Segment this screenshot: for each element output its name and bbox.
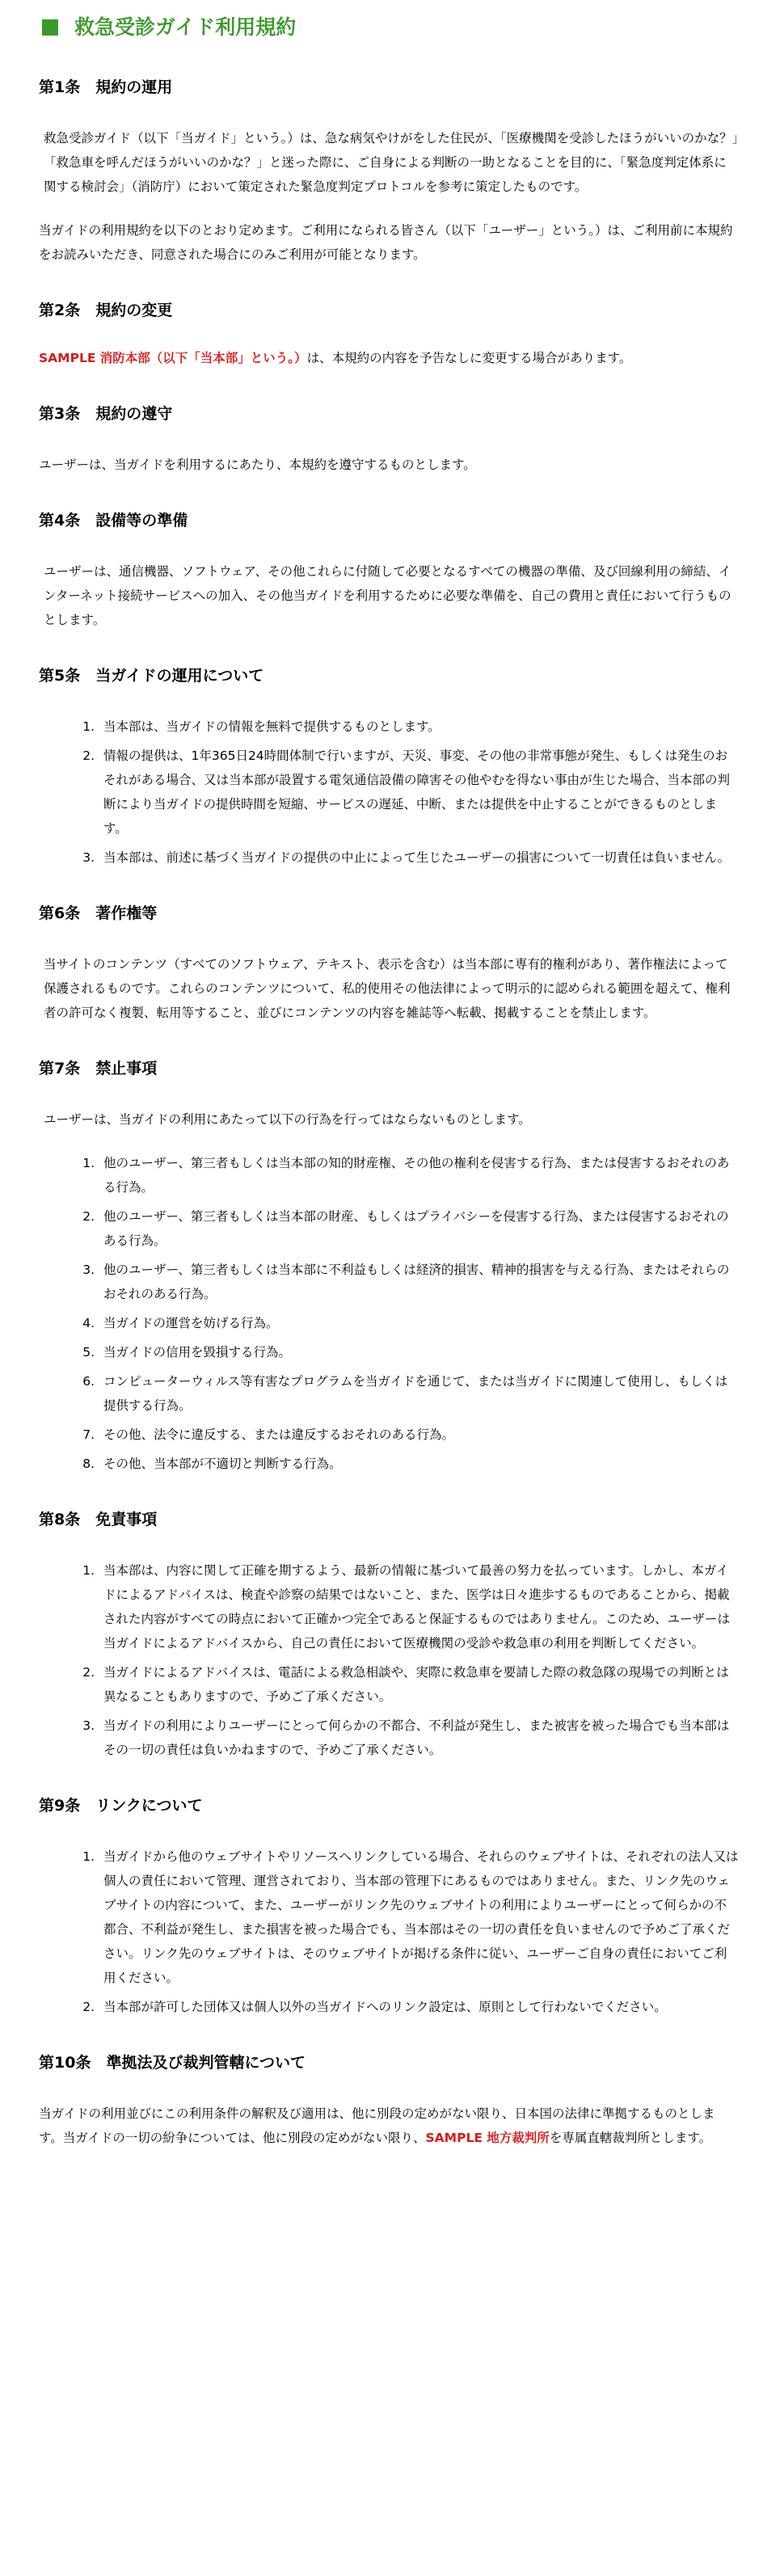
article-heading: 第7条 禁止事項 <box>39 1060 158 1077</box>
list-item: 2. 情報の提供は、1年365日24時間体制で行いますが、天災、事変、その他の非常事態が発生、もしくは発生のおそれがある場合、又は当本部が設置する電気通信設備の障害その他やむを得ない事由が生じた場合、当本部の判断により当ガイドの提供時間を短縮、サービスの遅延、中断、または提供を中止することができるものとします。 <box>99 744 739 841</box>
list-item: 7. その他、法令に違反する、または違反するおそれのある行為。 <box>99 1423 739 1447</box>
article-heading: 第5条 当ガイドの運用について <box>39 667 264 685</box>
highlight-court: SAMPLE 地方裁判所 <box>425 2131 550 2145</box>
article-list <box>39 715 739 870</box>
article-paragraph: 救急受診ガイド（以下「当ガイド」という。）は、急な病気やけがをした住民が、「医療機関を受診したほうがいいのかな？」「救急車を呼んだほうがいいのかな？」と迷った際に、ご自身による判断の一助となることを目的に、「緊急度判定体系に関する検討会」（消防庁）において策定された緊急度判定プロトコルを参考に策定したものです。 <box>44 131 739 194</box>
article-list <box>39 1151 739 1476</box>
page-title <box>39 11 739 44</box>
article-heading: 第4条 設備等の準備 <box>39 512 188 529</box>
list-item: 1. 当本部は、当ガイドの情報を無料で提供するものとします。 <box>99 715 739 739</box>
list-item: 4. 当ガイドの運営を妨げる行為。 <box>99 1311 739 1335</box>
list-item: 2. 当本部が許可した団体又は個人以外の当ガイドへのリンク設定は、原則として行わないでください。 <box>99 1995 739 2019</box>
article-6 <box>39 902 739 1025</box>
article-5 <box>39 664 739 870</box>
article-paragraph: ユーザーは、当ガイドを利用するにあたり、本規約を遵守するものとします。 <box>39 457 476 472</box>
list-item: 3. 当ガイドの利用によりユーザーにとって何らかの不都合、不利益が発生し、また被害を被った場合でも当本部はその一切の責任は負いかねますので、予めご了承ください。 <box>99 1714 739 1762</box>
article-heading: 第8条 免責事項 <box>39 1511 158 1528</box>
article-paragraph: 当ガイドの利用規約を以下のとおり定めます。ご利用になられる皆さん（以下「ユーザー」という。）は、ご利用前に本規約をお読みいただき、同意された場合にのみご利用が可能となります。 <box>39 223 733 262</box>
article-9 <box>39 1794 739 2019</box>
article-list <box>39 1845 739 2019</box>
article-list <box>39 1558 739 1762</box>
list-item: 1. 他のユーザー、第三者もしくは当本部の知的財産権、その他の権利を侵害する行為、または侵害するおそれのある行為。 <box>99 1151 739 1199</box>
article-paragraph <box>39 2102 739 2150</box>
article-heading: 第3条 規約の遵守 <box>39 405 173 423</box>
article-10 <box>39 2051 739 2150</box>
list-item: 2. 当ガイドによるアドバイスは、電話による救急相談や、実際に救急車を要請した際の救急隊の現場での判断とは異なることもありますので、予めご了承ください。 <box>99 1660 739 1709</box>
article-heading: 第10条 準拠法及び裁判管轄について <box>39 2054 306 2072</box>
article-text: 当ガイドの利用並びにこの利用条件の解釈及び適用は、他に別段の定めがない限り、日本国の法律に準拠するものとします。当ガイドの一切の紛争については、他に別段の定めがない限り、 <box>39 2106 715 2145</box>
article-text: は、本規約の内容を予告なしに変更する場合があります。 <box>306 351 632 365</box>
green-square-icon <box>42 19 58 36</box>
list-item: 1. 当本部は、内容に関して正確を期するよう、最新の情報に基づいて最善の努力を払っています。しかし、本ガイドによるアドバイスは、検査や診察の結果ではないこと、また、医学は日々進歩するものであることから、掲載された内容がすべての時点において正確かつ完全であると保証するものではありません。このため、ユーザーは当ガイドによるアドバイスから、自己の責任において医療機関の受診や救急車の利用を判断してください。 <box>99 1558 739 1655</box>
article-heading: 第1条 規約の運用 <box>39 78 173 96</box>
article-paragraph: 当サイトのコンテンツ（すべてのソフトウェア、テキスト、表示を含む）は当本部に専有的権利があり、著作権法によって保護されるものです。これらのコンテンツについて、私的使用その他法律によって明示的に認められる範囲を超えて、権利者の許可なく複製、転用等すること、並びにコンテンツの内容を雑誌等へ転載、掲載することを禁止します。 <box>44 957 731 1020</box>
article-paragraph: ユーザーは、通信機器、ソフトウェア、その他これらに付随して必要となるすべての機器の準備、及び回線利用の締結、インターネット接続サービスへの加入、その他当ガイドを利用するために必要な準備を、自己の費用と責任において行うものとします。 <box>44 564 731 627</box>
article-heading: 第6条 著作権等 <box>39 904 158 922</box>
article-heading: 第2条 規約の変更 <box>39 301 173 319</box>
list-item: 5. 当ガイドの信用を毀損する行為。 <box>99 1340 739 1364</box>
article-2 <box>39 299 739 370</box>
list-item: 8. その他、当本部が不適切と判断する行為。 <box>99 1452 739 1476</box>
article-1 <box>39 76 739 267</box>
highlight-organization: SAMPLE 消防本部（以下「当本部」という。） <box>39 351 307 365</box>
article-3 <box>39 403 739 477</box>
article-heading: 第9条 リンクについて <box>39 1797 203 1815</box>
article-7 <box>39 1057 739 1476</box>
list-item: 3. 他のユーザー、第三者もしくは当本部に不利益もしくは経済的損害、精神的損害を与える行為、またはそれらのおそれのある行為。 <box>99 1258 739 1306</box>
article-8 <box>39 1508 739 1762</box>
list-item: 3. 当本部は、前述に基づく当ガイドの提供の中止によって生じたユーザーの損害について一切責任は負いません。 <box>99 845 739 870</box>
article-text-suffix: を専属直轄裁判所とします。 <box>549 2131 712 2145</box>
article-paragraph <box>39 346 739 370</box>
page-title-text: 救急受診ガイド利用規約 <box>74 15 297 39</box>
article-4 <box>39 509 739 632</box>
list-item: 2. 他のユーザー、第三者もしくは当本部の財産、もしくはプライバシーを侵害する行為、または侵害するおそれのある行為。 <box>99 1204 739 1253</box>
list-item: 1. 当ガイドから他のウェブサイトやリソースへリンクしている場合、それらのウェブサイトは、それぞれの法人又は個人の責任において管理、運営されており、当本部の管理下にあるものではありません。また、リンク先のウェブサイトの内容について、また、ユーザーがリンク先のウェブサイトの利用によりユーザーにとって何らかの不都合、不利益が発生し、また損害を被った場合でも、当本部はその一切の責任を負いませんので予めご了承ください。リンク先のウェブサイトは、そのウェブサイトが掲げる条件に従い、ユーザーご自身の責任においてご利用ください。 <box>99 1845 739 1990</box>
list-item: 6. コンピューターウィルス等有害なプログラムを当ガイドを通じて、または当ガイドに関連して使用し、もしくは提供する行為。 <box>99 1369 739 1418</box>
article-paragraph: ユーザーは、当ガイドの利用にあたって以下の行為を行ってはならないものとします。 <box>44 1112 531 1127</box>
